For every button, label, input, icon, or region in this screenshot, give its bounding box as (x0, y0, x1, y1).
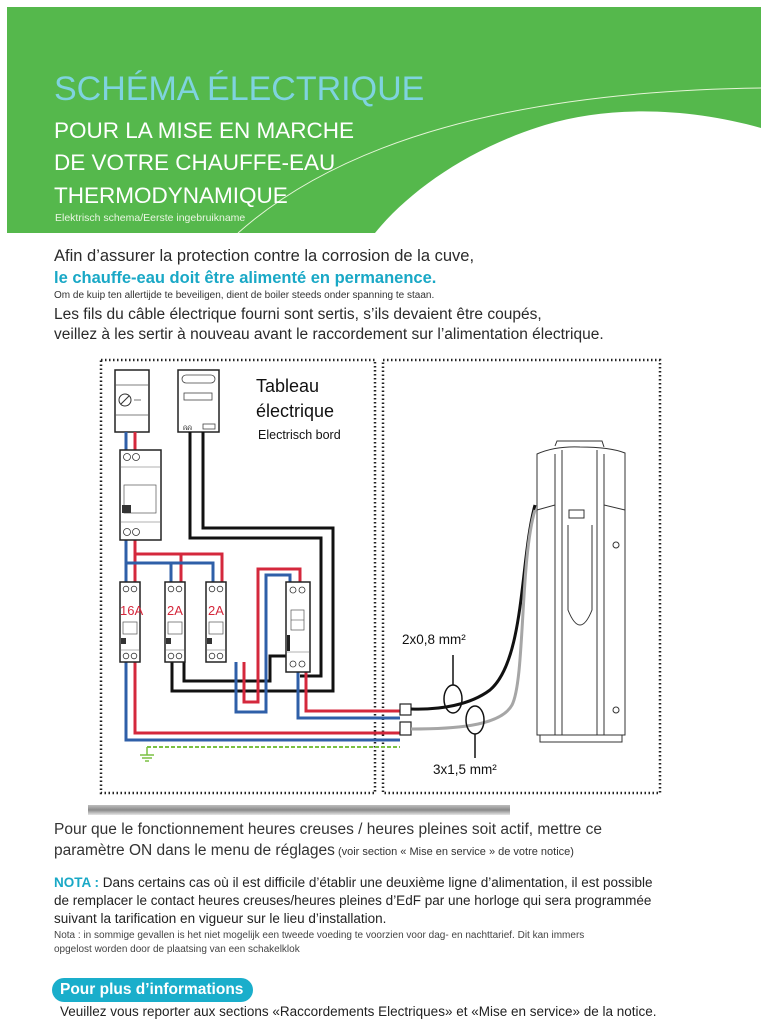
breaker-rating-1: 16A (120, 603, 144, 618)
more-info-badge: Pour plus d’informations (52, 978, 253, 1002)
wire-blue-supply (126, 662, 400, 740)
cable-marker-control (444, 685, 462, 713)
main-switch-icon (115, 370, 149, 432)
junction-box-icon (400, 704, 411, 735)
cable-power-grey (411, 510, 535, 729)
page-title: SCHÉMA ÉLECTRIQUE (54, 70, 425, 108)
cable-label-control: 2x0,8 mm² (402, 632, 466, 647)
header-banner (0, 0, 761, 240)
svg-text:ᕱᕱ: ᕱᕱ (183, 426, 192, 432)
offpeak-text-reference: (voir section « Mise en service » de votre notice) (334, 846, 574, 858)
offpeak-text-line2 (54, 842, 574, 860)
diagram-shadow (88, 805, 510, 815)
intro-dutch: Om de kuip ten allertijde te beveiligen, dient de boiler steeds onder spanning te staan. (54, 290, 435, 301)
circuit-breaker-icon (165, 582, 185, 662)
edf-meter-icon (178, 370, 219, 432)
circuit-breaker-icon (206, 582, 226, 662)
nota-dutch-line2: opgelost worden door de plaatsing van een schakelklok (54, 944, 300, 955)
nota-label: NOTA : (54, 875, 99, 890)
page-subtitle-line2: DE VOTRE CHAUFFE-EAU (54, 150, 336, 175)
panel-title-dutch: Electrisch bord (258, 428, 341, 442)
cable-label-power: 3x1,5 mm² (433, 762, 497, 777)
nota-text-line1: Dans certains cas où il est difficile d’établir une deuxième ligne d’alimentation, il est possible (99, 875, 653, 890)
panel-title-line2: électrique (256, 401, 335, 421)
earth-ground-icon (140, 747, 154, 761)
differential-switch-icon (120, 450, 161, 540)
intro-highlight: le chauffe-eau doit être alimenté en permanence. (54, 269, 437, 287)
nota-text-line2: de remplacer le contact heures creuses/heures pleines d’EdF par une horloge qui sera programmée (54, 893, 652, 908)
contactor-icon (286, 582, 310, 672)
water-heater-icon (537, 441, 625, 742)
nota-text-line3: suivant la tarification en vigueur sur le lieu d’installation. (54, 911, 387, 926)
panel-title-line1: Tableau (256, 376, 320, 396)
wire-red-bus (135, 540, 222, 582)
cable-control-black (411, 505, 535, 709)
intro-text-line1: Afin d’assurer la protection contre la corrosion de la cuve, (54, 247, 475, 265)
wiring-diagram (0, 350, 761, 825)
offpeak-text-line1: Pour que le fonctionnement heures creuses / heures pleines soit actif, mettre ce (54, 821, 602, 838)
nota-line1 (54, 875, 653, 890)
more-info-text: Veuillez vous reporter aux sections «Raccordements Electriques» et «Mise en service» de la notice. (60, 1004, 657, 1019)
intro-text-line4: veillez à les sertir à nouveau avant le raccordement sur l’alimentation électrique. (54, 326, 604, 343)
breaker-rating-3: 2A (208, 603, 224, 618)
cable-marker-power (466, 706, 484, 734)
page-subtitle-line1: POUR LA MISE EN MARCHE (54, 118, 355, 143)
circuit-breaker-icon (120, 582, 140, 662)
intro-text-line3: Les fils du câble électrique fourni sont sertis, s’ils devaient être coupés, (54, 306, 542, 323)
offpeak-text-line2-main: paramètre ON dans le menu de réglages (54, 842, 335, 859)
page-subtitle-dutch: Elektrisch schema/Eerste ingebruikname (55, 212, 246, 224)
nota-dutch-line1: Nota : in sommige gevallen is het niet mogelijk een tweede voeding te voorzien voor dag- en nachttarief. Dit kan immers (54, 930, 585, 941)
breaker-rating-2: 2A (167, 603, 183, 618)
page-subtitle-line3: THERMODYNAMIQUE (54, 183, 288, 208)
